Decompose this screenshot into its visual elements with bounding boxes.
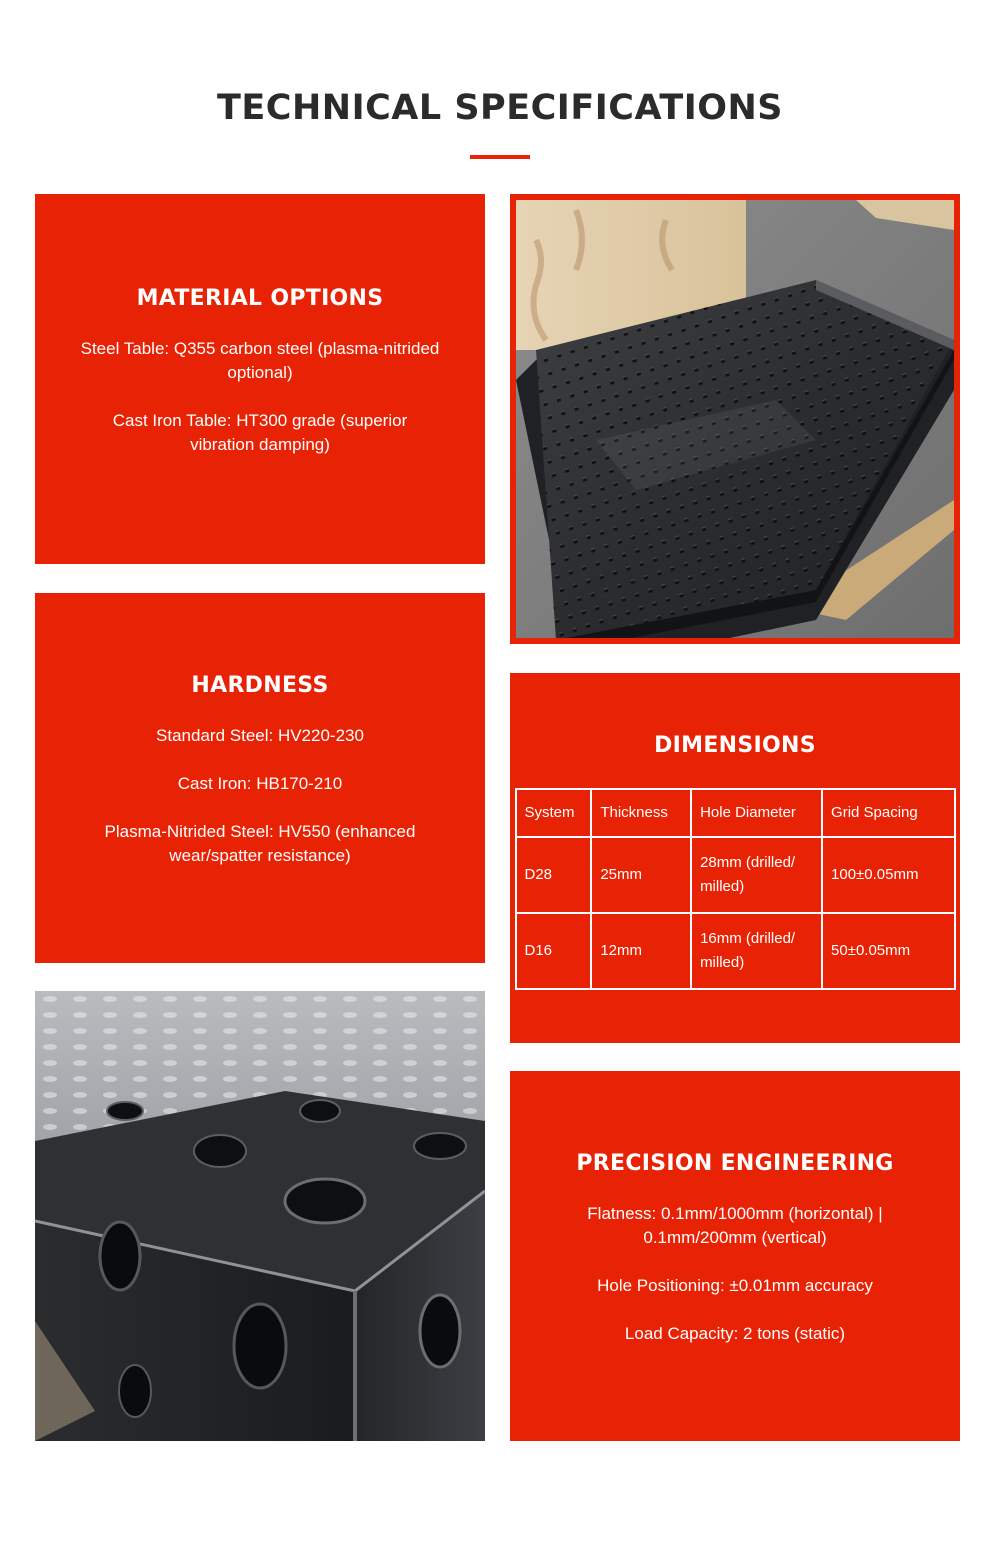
- precision-load-capacity-text: Load Capacity: 2 tons (static): [624, 1323, 846, 1343]
- material-options-title: MATERIAL OPTIONS: [136, 285, 384, 311]
- hardness-standard-steel-text: Standard Steel: HV220-230: [156, 725, 364, 745]
- column-header-grid-spacing: Grid Spacing: [822, 789, 954, 837]
- dimensions-title: DIMENSIONS: [654, 733, 816, 758]
- column-header-hole-diameter: Hole Diameter: [691, 789, 822, 837]
- welding-table-pallet-image: [516, 200, 954, 638]
- material-steel-text: Steel Table: Q355 carbon steel (plasma-nitrided optional): [80, 338, 440, 382]
- table-cell-thickness: 25mm: [591, 837, 691, 913]
- column-header-thickness: Thickness: [591, 789, 691, 837]
- welding-table-corner-image: [35, 991, 485, 1441]
- hardness-cast-iron-text: Cast Iron: HB170-210: [177, 773, 343, 793]
- table-cell-thickness: 12mm: [591, 913, 691, 989]
- dimensions-table: [515, 788, 956, 990]
- page-title: TECHNICAL SPECIFICATIONS: [217, 88, 783, 128]
- table-cell-system: D28: [516, 837, 592, 913]
- hardness-title: HARDNESS: [191, 672, 329, 698]
- precision-engineering-card: [510, 1071, 960, 1441]
- precision-hole-positioning-text: Hole Positioning: ±0.01mm accuracy: [597, 1275, 873, 1295]
- table-cell-grid-spacing: 50±0.05mm: [822, 913, 954, 989]
- welding-table-corner-photo: [35, 991, 485, 1441]
- dimensions-card: [510, 673, 960, 1043]
- table-cell-hole-diameter: 16mm (drilled/ milled): [691, 913, 822, 989]
- column-header-system: System: [516, 789, 592, 837]
- welding-table-pallet-photo: [510, 194, 960, 644]
- table-cell-hole-diameter: 28mm (drilled/ milled): [691, 837, 822, 913]
- title-divider: [470, 155, 530, 159]
- precision-flatness-text: Flatness: 0.1mm/1000mm (horizontal) | 0.1mm/200mm (vertical): [587, 1203, 883, 1247]
- table-row: [516, 837, 955, 913]
- table-row: [516, 913, 955, 989]
- material-cast-iron-text: Cast Iron Table: HT300 grade (superior vibration damping): [112, 410, 408, 454]
- material-options-card: [35, 194, 485, 564]
- hardness-nitrided-steel-text: Plasma-Nitrided Steel: HV550 (enhanced wear/spatter resistance): [104, 821, 416, 865]
- hardness-card: [35, 593, 485, 963]
- table-header-row: [516, 789, 955, 837]
- precision-engineering-title: PRECISION ENGINEERING: [576, 1150, 894, 1176]
- table-cell-system: D16: [516, 913, 592, 989]
- table-cell-grid-spacing: 100±0.05mm: [822, 837, 954, 913]
